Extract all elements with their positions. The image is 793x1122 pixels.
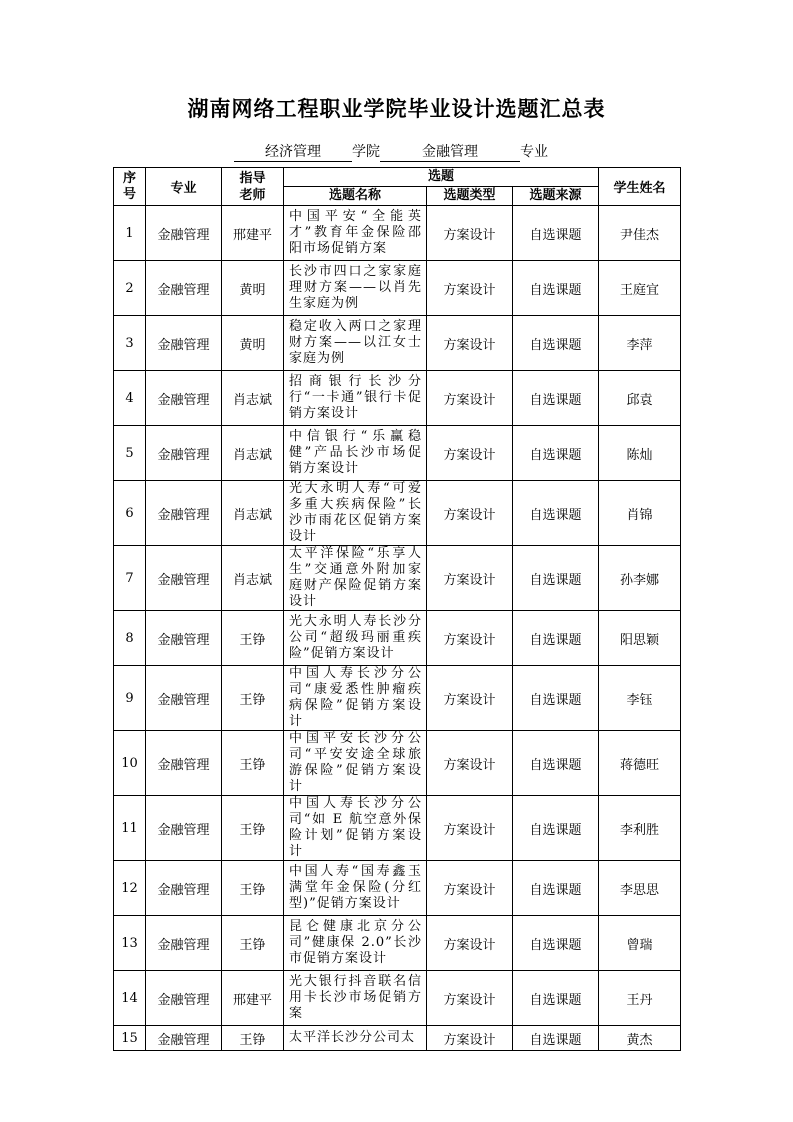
row-topic-name: 招商银行长沙分行“一卡通”银行卡促销方案设计 <box>284 371 427 426</box>
row-major: 金融管理 <box>146 481 222 546</box>
row-student: 孙李娜 <box>599 546 681 611</box>
row-advisor: 王铮 <box>222 1026 284 1051</box>
row-topic-source: 自选课题 <box>513 481 599 546</box>
row-index: 3 <box>114 316 146 371</box>
row-topic-name: 长沙市四口之家家庭理财方案——以肖先生家庭为例 <box>284 261 427 316</box>
row-major: 金融管理 <box>146 426 222 481</box>
row-topic-name: 光大银行抖音联名信用卡长沙市场促销方案 <box>284 971 427 1026</box>
row-student: 李思思 <box>599 861 681 916</box>
row-index: 13 <box>114 916 146 971</box>
row-advisor: 王铮 <box>222 611 284 666</box>
row-advisor: 王铮 <box>222 796 284 861</box>
row-advisor: 邢建平 <box>222 206 284 261</box>
row-topic-type: 方案设计 <box>427 916 513 971</box>
header-topic-group: 选题 <box>284 168 599 187</box>
row-student: 王丹 <box>599 971 681 1026</box>
row-topic-source: 自选课题 <box>513 426 599 481</box>
row-student: 尹佳杰 <box>599 206 681 261</box>
row-index: 10 <box>114 731 146 796</box>
table-row <box>114 666 681 731</box>
row-topic-source: 自选课题 <box>513 666 599 731</box>
row-index: 5 <box>114 426 146 481</box>
table-row <box>114 731 681 796</box>
row-topic-type: 方案设计 <box>427 546 513 611</box>
row-topic-source: 自选课题 <box>513 371 599 426</box>
row-advisor: 肖志斌 <box>222 426 284 481</box>
college-value: 经济管理 <box>234 144 352 162</box>
row-major: 金融管理 <box>146 316 222 371</box>
row-student: 李钰 <box>599 666 681 731</box>
page-title: 湖南网络工程职业学院毕业设计选题汇总表 <box>187 97 606 121</box>
table-row <box>114 861 681 916</box>
table-row <box>114 371 681 426</box>
major-suffix: 专业 <box>520 144 548 160</box>
row-topic-source: 自选课题 <box>513 916 599 971</box>
row-topic-type: 方案设计 <box>427 261 513 316</box>
row-topic-source: 自选课题 <box>513 611 599 666</box>
row-major: 金融管理 <box>146 611 222 666</box>
row-topic-type: 方案设计 <box>427 206 513 261</box>
row-major: 金融管理 <box>146 666 222 731</box>
row-topic-source: 自选课题 <box>513 206 599 261</box>
row-student: 王庭宜 <box>599 261 681 316</box>
row-major: 金融管理 <box>146 731 222 796</box>
row-topic-name: 光大永明人寿“可爱多重大疾病保险”长沙市雨花区促销方案设计 <box>284 481 427 546</box>
row-topic-name: 中信银行“乐赢稳健”产品长沙市场促销方案设计 <box>284 426 427 481</box>
table-row <box>114 1026 681 1051</box>
row-advisor: 肖志斌 <box>222 481 284 546</box>
header-topic-type: 选题类型 <box>427 187 513 206</box>
row-major: 金融管理 <box>146 861 222 916</box>
row-index: 2 <box>114 261 146 316</box>
row-major: 金融管理 <box>146 1026 222 1051</box>
row-topic-name: 太平洋长沙分公司太 <box>284 1026 427 1051</box>
row-index: 4 <box>114 371 146 426</box>
row-advisor: 王铮 <box>222 666 284 731</box>
row-advisor: 王铮 <box>222 731 284 796</box>
header-topic-source: 选题来源 <box>513 187 599 206</box>
college-suffix: 学院 <box>352 144 380 160</box>
row-index: 12 <box>114 861 146 916</box>
topic-table <box>113 167 681 1051</box>
row-topic-type: 方案设计 <box>427 1026 513 1051</box>
row-topic-name: 中国人寿“国寿鑫玉满堂年金保险(分红型)”促销方案设计 <box>284 861 427 916</box>
table-row <box>114 261 681 316</box>
row-student: 陈灿 <box>599 426 681 481</box>
header-student: 学生姓名 <box>599 168 681 206</box>
table-row <box>114 481 681 546</box>
row-student: 蒋德旺 <box>599 731 681 796</box>
row-topic-type: 方案设计 <box>427 611 513 666</box>
table-row <box>114 546 681 611</box>
row-index: 11 <box>114 796 146 861</box>
table-row <box>114 971 681 1026</box>
row-major: 金融管理 <box>146 371 222 426</box>
table-row <box>114 206 681 261</box>
row-topic-source: 自选课题 <box>513 796 599 861</box>
row-topic-source: 自选课题 <box>513 546 599 611</box>
row-major: 金融管理 <box>146 916 222 971</box>
row-index: 9 <box>114 666 146 731</box>
row-student: 李萍 <box>599 316 681 371</box>
table-row <box>114 426 681 481</box>
row-student: 邱袁 <box>599 371 681 426</box>
row-advisor: 黄明 <box>222 261 284 316</box>
table-row <box>114 316 681 371</box>
row-advisor: 肖志斌 <box>222 546 284 611</box>
row-advisor: 黄明 <box>222 316 284 371</box>
row-topic-source: 自选课题 <box>513 731 599 796</box>
row-advisor: 邢建平 <box>222 971 284 1026</box>
row-student: 阳思颖 <box>599 611 681 666</box>
row-index: 7 <box>114 546 146 611</box>
row-major: 金融管理 <box>146 206 222 261</box>
row-index: 14 <box>114 971 146 1026</box>
row-student: 肖锦 <box>599 481 681 546</box>
row-topic-type: 方案设计 <box>427 796 513 861</box>
row-topic-source: 自选课题 <box>513 316 599 371</box>
row-topic-source: 自选课题 <box>513 1026 599 1051</box>
row-topic-type: 方案设计 <box>427 426 513 481</box>
header-topic-name: 选题名称 <box>284 187 427 206</box>
row-topic-name: 中国人寿长沙分公司“康爱悉性肿瘤疾病保险”促销方案设计 <box>284 666 427 731</box>
header-advisor: 指导老师 <box>222 168 284 206</box>
table-row <box>114 611 681 666</box>
row-topic-name: 稳定收入两口之家理财方案——以江女士家庭为例 <box>284 316 427 371</box>
row-index: 1 <box>114 206 146 261</box>
row-topic-type: 方案设计 <box>427 971 513 1026</box>
row-topic-name: 中国平安“全能英才”教育年金保险邵阳市场促销方案 <box>284 206 427 261</box>
header-major: 专业 <box>146 168 222 206</box>
row-major: 金融管理 <box>146 971 222 1026</box>
row-index: 15 <box>114 1026 146 1051</box>
row-index: 8 <box>114 611 146 666</box>
row-topic-type: 方案设计 <box>427 316 513 371</box>
row-student: 李利胜 <box>599 796 681 861</box>
row-index: 6 <box>114 481 146 546</box>
row-topic-source: 自选课题 <box>513 861 599 916</box>
row-topic-name: 中国人寿长沙分公司“如 E 航空意外保险计划”促销方案设计 <box>284 796 427 861</box>
row-topic-name: 昆仑健康北京分公司”健康保 2.0”长沙市促销方案设计 <box>284 916 427 971</box>
row-topic-type: 方案设计 <box>427 481 513 546</box>
row-topic-source: 自选课题 <box>513 261 599 316</box>
table-row <box>114 916 681 971</box>
row-topic-type: 方案设计 <box>427 861 513 916</box>
header-index: 序号 <box>114 168 146 206</box>
subtitle <box>234 144 548 162</box>
row-major: 金融管理 <box>146 796 222 861</box>
row-advisor: 肖志斌 <box>222 371 284 426</box>
row-topic-type: 方案设计 <box>427 731 513 796</box>
row-topic-source: 自选课题 <box>513 971 599 1026</box>
row-topic-name: 太平洋保险“乐享人生”交通意外附加家庭财产保险促销方案设计 <box>284 546 427 611</box>
row-student: 黄杰 <box>599 1026 681 1051</box>
row-advisor: 王铮 <box>222 916 284 971</box>
row-topic-type: 方案设计 <box>427 666 513 731</box>
row-major: 金融管理 <box>146 261 222 316</box>
row-topic-name: 光大永明人寿长沙分公司“超级玛丽重疾险”促销方案设计 <box>284 611 427 666</box>
row-topic-name: 中国平安长沙分公司“平安安途全球旅游保险”促销方案设计 <box>284 731 427 796</box>
row-major: 金融管理 <box>146 546 222 611</box>
row-student: 曾瑞 <box>599 916 681 971</box>
major-value: 金融管理 <box>380 144 520 162</box>
row-topic-type: 方案设计 <box>427 371 513 426</box>
row-advisor: 王铮 <box>222 861 284 916</box>
table-row <box>114 796 681 861</box>
